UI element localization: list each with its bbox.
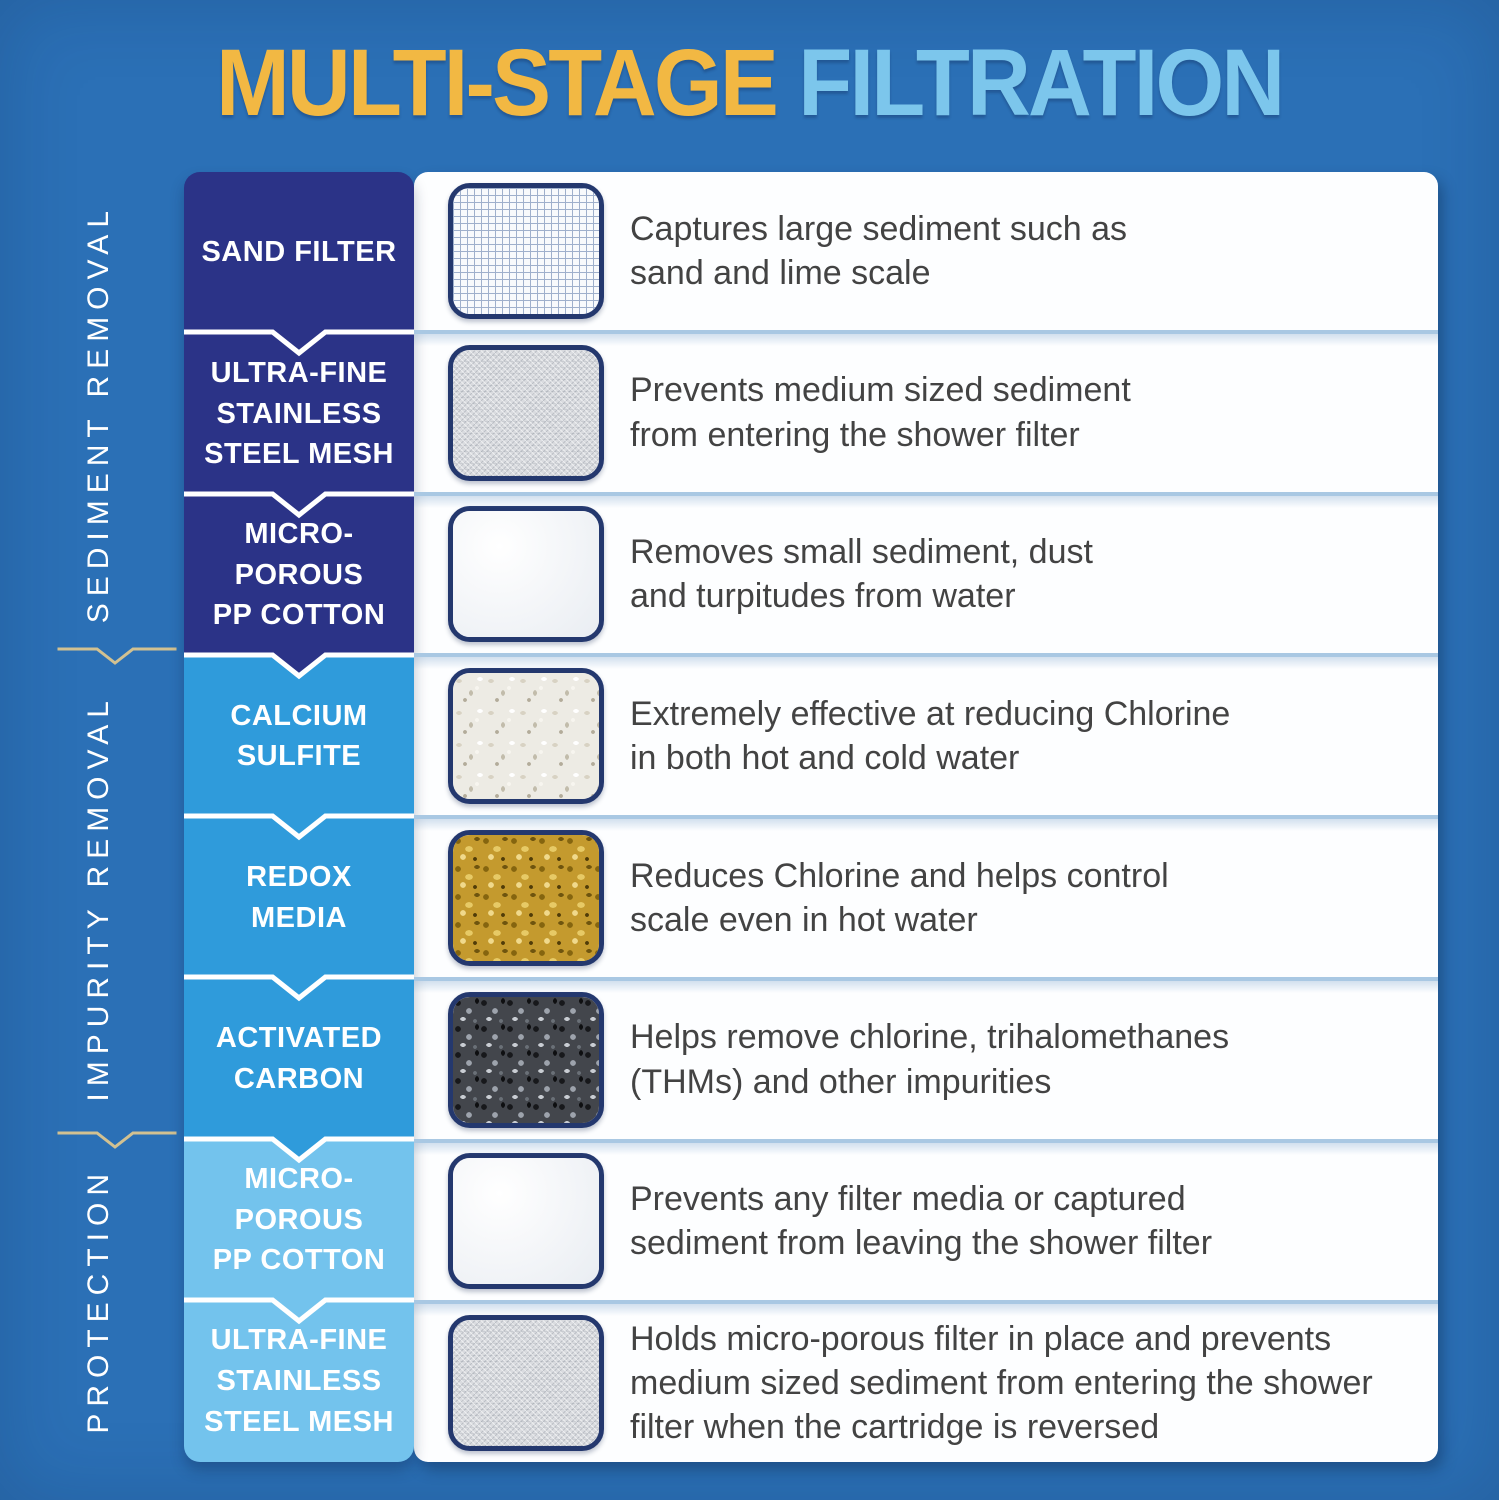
stage-description: Reduces Chlorine and helps control scale even in hot water	[630, 856, 1169, 939]
section-rail	[0, 172, 184, 1462]
rail-section-impurity-removal	[0, 656, 184, 1140]
gold-chevron-icon	[56, 1130, 178, 1150]
stage-cell	[184, 333, 414, 494]
filter-stage-row	[414, 172, 1438, 330]
stage-label: MICRO-POROUS PP COTTON	[212, 1163, 386, 1277]
media-swatch	[448, 345, 604, 481]
stage-label: ULTRA-FINE STAINLESS STEEL MESH	[204, 1324, 394, 1438]
media-swatch-texture	[453, 1158, 599, 1284]
title-multi-stage: MULTI-STAGE	[216, 30, 777, 136]
rail-divider-1	[56, 646, 178, 666]
rail-section-sediment-removal	[0, 172, 184, 656]
stage-label: ACTIVATED CARBON	[215, 1022, 383, 1095]
stage-label: CALCIUM SULFITE	[230, 699, 368, 773]
media-swatch	[448, 668, 604, 804]
filter-stage-row	[414, 977, 1438, 1139]
stage-description: Prevents any filter media or captured sediment from leaving the shower filter	[630, 1180, 1213, 1263]
stage-cell	[184, 1140, 414, 1301]
page-title-text	[216, 30, 1283, 136]
rail-divider-2	[56, 1130, 178, 1150]
media-swatch-texture	[453, 673, 599, 799]
media-swatch	[448, 183, 604, 319]
media-swatch-texture	[453, 1320, 599, 1446]
filter-stage-row	[414, 653, 1438, 815]
page-title	[0, 30, 1499, 136]
media-swatch-texture	[453, 835, 599, 961]
media-swatch	[448, 992, 604, 1128]
filter-stage-row	[414, 1300, 1438, 1462]
filter-stage-row	[414, 492, 1438, 654]
stage-cell	[184, 172, 414, 333]
title-filtration: FILTRATION	[798, 30, 1283, 136]
stage-cell	[184, 495, 414, 656]
media-swatch	[448, 1315, 604, 1451]
stage-label: REDOX MEDIA	[246, 861, 352, 934]
stage-cell	[184, 1301, 414, 1462]
rail-section-protection	[0, 1140, 184, 1463]
stage-cell	[184, 656, 414, 817]
section-label-sediment-removal: SEDIMENT REMOVAL	[82, 204, 115, 624]
media-swatch	[448, 830, 604, 966]
section-label-protection: PROTECTION	[82, 1167, 115, 1435]
stage-description: Captures large sediment such as sand and lime scale	[630, 209, 1128, 292]
stage-label: SAND FILTER	[201, 236, 397, 269]
media-swatch-texture	[453, 511, 599, 637]
media-swatch-texture	[453, 350, 599, 476]
filter-stage-row	[414, 1139, 1438, 1301]
stage-cell	[184, 978, 414, 1139]
stage-description: Prevents medium sized sediment from entering the shower filter	[630, 371, 1131, 454]
gold-chevron-icon	[56, 646, 178, 666]
stage-description: Removes small sediment, dust and turpitudes from water	[630, 533, 1093, 616]
description-panel	[414, 172, 1438, 1462]
stage-label: ULTRA-FINE STAINLESS STEEL MESH	[204, 356, 394, 471]
main-layout	[0, 172, 1438, 1462]
filter-stage-row	[414, 330, 1438, 492]
media-swatch	[448, 1153, 604, 1289]
stage-description: Extremely effective at reducing Chlorine in both hot and cold water	[630, 694, 1231, 778]
media-swatch-texture	[453, 997, 599, 1123]
stage-description: Holds micro-porous filter in place and prevents medium sized sediment from entering the shower filter when the cartridge is reversed	[630, 1319, 1373, 1447]
stage-column	[184, 172, 414, 1462]
stage-label: MICRO-POROUS PP COTTON	[212, 518, 386, 632]
media-swatch	[448, 506, 604, 642]
stage-description: Helps remove chlorine, trihalomethanes (THMs) and other impurities	[630, 1018, 1230, 1101]
filter-stage-row	[414, 815, 1438, 977]
section-label-impurity-removal: IMPURITY REMOVAL	[82, 693, 115, 1102]
stage-cell	[184, 817, 414, 978]
media-swatch-texture	[453, 188, 599, 314]
